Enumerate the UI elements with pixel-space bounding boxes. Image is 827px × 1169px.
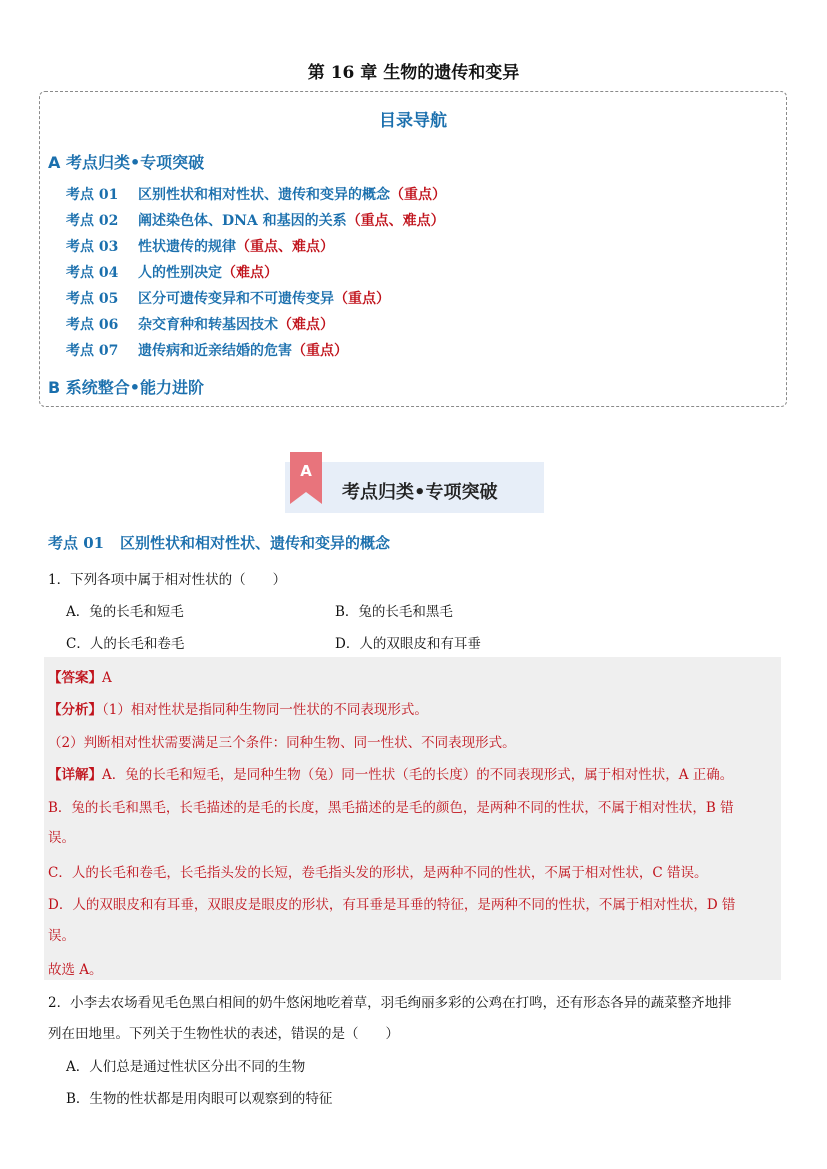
toc-section-a[interactable]: A 考点归类•专项突破 xyxy=(48,153,205,172)
section-text: 区别性状和相对性状、遗传和变异的概念 xyxy=(120,534,391,552)
toc-item-code: 考点 02 xyxy=(66,213,119,229)
answer-line xyxy=(48,666,112,686)
analysis-line-1 xyxy=(48,698,428,718)
toc-heading: 目录导航 xyxy=(379,111,447,131)
toc-item-code: 考点 01 xyxy=(66,187,119,203)
analysis-label: 【分析】 xyxy=(48,702,102,718)
section-title xyxy=(48,532,390,553)
toc-item[interactable] xyxy=(66,210,445,230)
toc-item-tag: （难点） xyxy=(222,265,278,281)
section-code: 考点 01 xyxy=(48,534,105,552)
conclusion-text: 故选 A。 xyxy=(48,962,103,978)
toc-item-text: 区分可遗传变异和不可遗传变异 xyxy=(138,291,334,307)
question-1-option-d: D．人的双眼皮和有耳垂 xyxy=(335,636,481,652)
toc-item[interactable] xyxy=(66,262,278,282)
toc-item-text: 区别性状和相对性状、遗传和变异的概念 xyxy=(138,187,390,203)
detail-text-d1: D．人的双眼皮和有耳垂，双眼皮是眼皮的形状，有耳垂是耳垂的特征，是两种不同的性状，不属于相对性状，D 错 xyxy=(48,897,736,913)
question-2-option-a: A．人们总是通过性状区分出不同的生物 xyxy=(66,1059,306,1075)
question-2-stem-line-2: 列在田地里。下列关于生物性状的表述，错误的是（ ） xyxy=(48,1026,399,1042)
toc-item-code: 考点 06 xyxy=(66,317,119,333)
toc-section-b[interactable]: B 系统整合•能力进阶 xyxy=(48,378,204,397)
detail-text-b2: 误。 xyxy=(48,830,75,846)
answer-value: A xyxy=(102,670,112,686)
toc-item-tag: （难点） xyxy=(278,317,334,333)
toc-item-code: 考点 04 xyxy=(66,265,119,281)
detail-label: 【详解】 xyxy=(48,767,102,783)
ribbon-badge-letter: A xyxy=(300,462,312,480)
toc-item-code: 考点 05 xyxy=(66,291,119,307)
toc-item-tag: （重点、难点） xyxy=(346,213,445,229)
toc-item-text: 杂交育种和转基因技术 xyxy=(138,317,278,333)
toc-item[interactable] xyxy=(66,184,446,204)
detail-text-b1: B．兔的长毛和黑毛，长毛描述的是毛的长度，黑毛描述的是毛的颜色，是两种不同的性状，不属于相对性状，B 错 xyxy=(48,800,734,816)
toc-item[interactable] xyxy=(66,236,334,256)
toc-item-text: 人的性别决定 xyxy=(138,265,222,281)
toc-item-text: 阐述染色体、DNA 和基因的关系 xyxy=(138,213,347,229)
table-of-contents xyxy=(39,91,787,407)
toc-item-code: 考点 07 xyxy=(66,343,119,359)
toc-item-tag: （重点、难点） xyxy=(236,239,334,255)
toc-item[interactable] xyxy=(66,314,334,334)
toc-item-text: 性状遗传的规律 xyxy=(138,239,236,255)
question-1-stem: 1．下列各项中属于相对性状的（ ） xyxy=(48,572,287,588)
question-1-option-b: B．兔的长毛和黑毛 xyxy=(335,604,453,620)
detail-line-a xyxy=(48,763,733,783)
question-1-option-c: C．人的长毛和卷毛 xyxy=(66,636,185,652)
banner-title: 考点归类•专项突破 xyxy=(342,482,498,503)
toc-item-text: 遗传病和近亲结婚的危害 xyxy=(138,343,292,359)
detail-text-c: C．人的长毛和卷毛，长毛指头发的长短，卷毛指头发的形状，是两种不同的性状，不属于相对性状，C 错误。 xyxy=(48,865,708,881)
toc-item[interactable] xyxy=(66,288,390,308)
toc-item-tag: （重点） xyxy=(292,343,348,359)
detail-text-d2: 误。 xyxy=(48,928,75,944)
question-2-option-b: B．生物的性状都是用肉眼可以观察到的特征 xyxy=(66,1091,333,1107)
answer-label: 【答案】 xyxy=(48,670,102,686)
analysis-text-2: （2）判断相对性状需要满足三个条件：同种生物、同一性状、不同表现形式。 xyxy=(48,735,516,751)
toc-item-code: 考点 03 xyxy=(66,239,119,255)
document-title: 第 16 章 生物的遗传和变异 xyxy=(307,63,520,83)
toc-item-tag: （重点） xyxy=(334,291,390,307)
toc-item-tag: （重点） xyxy=(390,187,446,203)
detail-text-a: A．兔的长毛和短毛，是同种生物（兔）同一性状（毛的长度）的不同表现形式，属于相对性状，A 正确。 xyxy=(102,767,734,783)
toc-item[interactable] xyxy=(66,340,348,360)
ribbon-badge-icon xyxy=(290,452,322,504)
question-2-stem-line-1: 2．小李去农场看见毛色黑白相间的奶牛悠闲地吃着草，羽毛绚丽多彩的公鸡在打鸣，还有形态各异的蔬菜整齐地排 xyxy=(48,995,732,1011)
question-1-option-a: A．兔的长毛和短毛 xyxy=(66,604,184,620)
analysis-text-1: （1）相对性状是指同种生物同一性状的不同表现形式。 xyxy=(102,702,428,718)
